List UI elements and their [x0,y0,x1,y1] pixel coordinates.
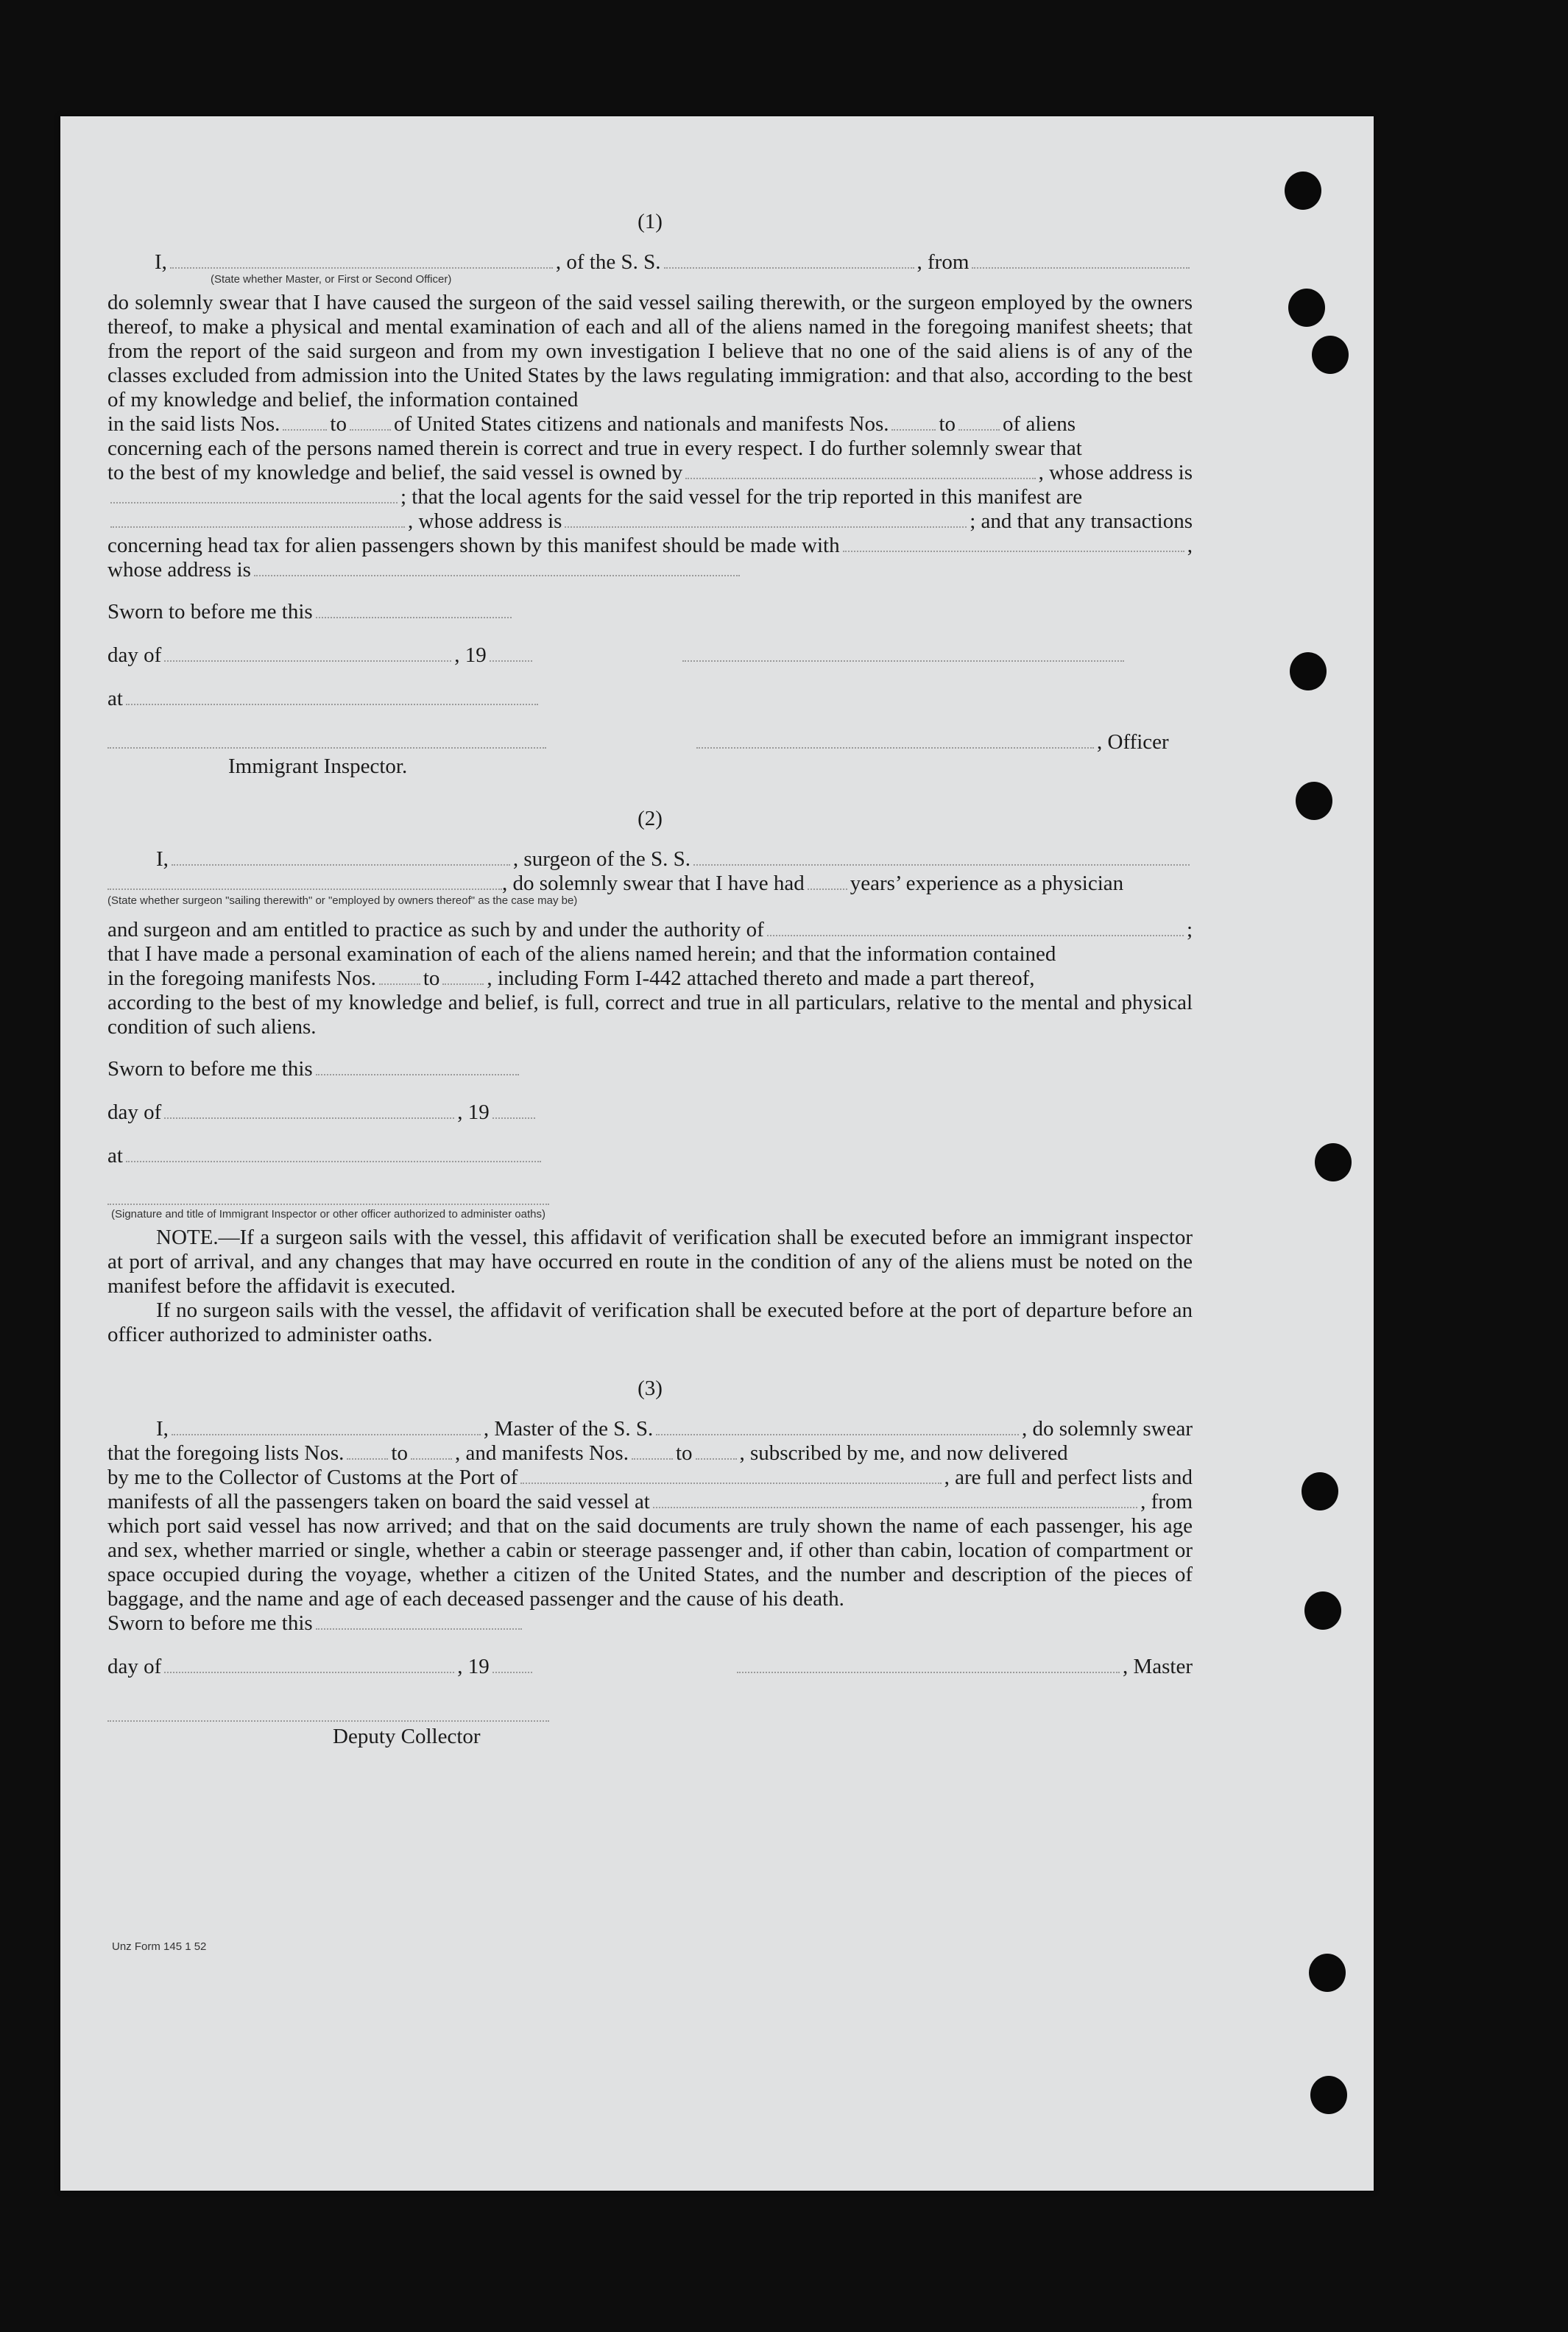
sworn-blank[interactable] [316,1612,522,1630]
list-from-blank[interactable] [283,413,327,431]
owner-blank[interactable] [685,462,1035,479]
name-blank[interactable] [170,251,553,269]
text: to [939,412,956,436]
text: , including Form I-442 attached thereto and made a part thereof, [487,967,1035,990]
master-name-blank[interactable] [172,1418,481,1435]
manifest-to-blank[interactable] [958,413,1000,431]
oath-text: which port said vessel has now arrived; and that on the said documents are truly shown the name of each passenger, his age and sex, whether married or single, whether a cabin or steerage passenger and, if other than cabin, location of compartment or space occupied during the voyage, whether a citizen of the United States, and the number and description of the pieces of baggage, and the name and age of each deceased passenger and the cause of his death. [107,1514,1193,1611]
text: in the foregoing manifests Nos. [107,967,376,990]
punch-hole [1302,1472,1338,1510]
text: in the said lists Nos. [107,412,280,436]
text: of aliens [1003,412,1076,436]
text: , do solemnly swear that I have had [502,872,805,895]
text: day of [107,643,162,667]
note-text: NOTE.—If a surgeon sails with the vessel, this affidavit of verification shall be executed before an immigrant inspector at port of arrival, and any changes that may have occurred en route in the condition of any of the aliens must be noted on the manifest before the affidavit is executed. [107,1226,1193,1298]
surgeon-type-blank[interactable] [107,872,502,890]
section-number: (2) [638,807,663,830]
text: , are full and perfect lists and [944,1466,1193,1489]
punch-hole [1290,652,1327,690]
text: , and manifests Nos. [454,1441,629,1465]
year-blank[interactable] [492,1656,532,1673]
text: to [675,1441,693,1465]
text: manifests of all the passengers taken on board the said vessel at [107,1490,650,1513]
text: by me to the Collector of Customs at the Port of [107,1466,518,1489]
text: I, [156,1417,169,1441]
vessel-blank[interactable] [693,848,1190,866]
text: and surgeon and am entitled to practice as such by and under the authority of [107,918,764,941]
text: ; [1186,918,1193,941]
inspector-label: Immigrant Inspector. [228,755,408,778]
punch-hole [1309,1954,1346,1992]
text: day of [107,1655,162,1678]
year-blank[interactable] [492,1101,535,1119]
inspector-signature-blank[interactable] [107,731,546,749]
section-number: (1) [638,210,663,233]
oath-text: that I have made a personal examination of each of the aliens named herein; and that the information contained [107,942,1056,966]
list-to-blank[interactable] [411,1442,452,1460]
agents-address-blank[interactable] [565,510,967,528]
text: , whose address is [408,509,562,533]
manifest-to-blank[interactable] [442,967,484,985]
text: , 19 [454,643,487,667]
text: at [107,687,123,710]
owner-address-blank[interactable] [110,486,398,504]
punch-hole [1296,782,1332,820]
headtax-address-blank[interactable] [254,559,740,576]
text: day of [107,1100,162,1124]
punch-hole [1315,1143,1352,1181]
master-signature-blank[interactable] [737,1656,1120,1673]
sworn-blank[interactable] [316,601,512,618]
text: at [107,1144,123,1167]
punch-hole [1304,1591,1341,1630]
text: , subscribed by me, and now delivered [739,1441,1068,1465]
deputy-label: Deputy Collector [333,1725,481,1748]
manifest-from-blank[interactable] [379,967,420,985]
note-text: If no surgeon sails with the vessel, the affidavit of verification shall be executed before at the port of departure before an officer authorized to administer oaths. [107,1298,1193,1346]
punch-hole [1285,172,1321,210]
section-2 [107,807,1193,1347]
sworn-blank[interactable] [316,1058,519,1075]
text: ; and that any transactions [970,509,1193,533]
officer-signature-blank[interactable] [682,644,1124,662]
day-blank[interactable] [164,1101,454,1119]
form-number: Unz Form 145 1 52 [112,1940,207,1953]
punch-hole [1310,2076,1347,2114]
text: of United States citizens and nationals and manifests Nos. [393,412,889,436]
departure-port-blank[interactable] [653,1491,1137,1508]
deputy-signature-blank[interactable] [107,1704,549,1722]
manifest-to-blank[interactable] [696,1442,737,1460]
text: to the best of my knowledge and belief, the said vessel is owned by [107,461,683,484]
text: , from [917,250,970,274]
section-number: (3) [638,1377,663,1400]
text: I, [156,847,169,871]
vessel-blank[interactable] [664,251,914,269]
text: I, [155,250,167,274]
surgeon-name-blank[interactable] [172,848,510,866]
text: to [423,967,440,990]
text: , Master of the S. S. [483,1417,654,1441]
punch-hole [1288,289,1325,327]
text: years’ experience as a physician [850,872,1124,895]
year-blank[interactable] [490,644,532,662]
oath-text: concerning each of the persons named therein is correct and true in every respect. I do further solemnly swear that [107,437,1082,460]
oath-text: according to the best of my knowledge and belief, is full, correct and true in all particulars, relative to the mental and physical condition of such aliens. [107,991,1193,1039]
text: , of the S. S. [555,250,661,274]
text: to [330,412,347,436]
text: , from [1140,1490,1193,1513]
text: , whose address is [1038,461,1193,484]
section-1 [107,210,1193,779]
at-blank[interactable] [126,1145,541,1162]
punch-hole [1312,336,1349,374]
surgeon-note: (State whether surgeon "sailing therewith" or "employed by owners thereof" as the case may be) [107,894,578,907]
text: , Officer [1097,730,1169,754]
text: , do solemnly swear [1022,1417,1193,1441]
master-note: (State whether Master, or First or Second Officer) [211,273,452,286]
text: ; that the local agents for the said vessel for the trip reported in this manifest are [400,485,1083,509]
manifest-from-blank[interactable] [891,413,936,431]
text: , [1187,534,1193,557]
affidavit-form [107,210,1193,1749]
from-blank[interactable] [972,251,1190,269]
headtax-blank[interactable] [843,534,1184,552]
text: concerning head tax for alien passengers shown by this manifest should be made with [107,534,840,557]
text: whose address is [107,558,251,582]
text: , surgeon of the S. S. [512,847,691,871]
inspector-signature-blank[interactable] [107,1187,549,1205]
list-to-blank[interactable] [350,413,391,431]
text: , 19 [457,1100,490,1124]
text: to [391,1441,408,1465]
text: Sworn to before me this [107,600,313,623]
day-blank[interactable] [164,644,451,662]
agents-blank[interactable] [110,510,405,528]
text: Sworn to before me this [107,1611,313,1635]
section-3 [107,1377,1193,1749]
officer-blank[interactable] [696,731,1094,749]
text: , Master [1122,1655,1193,1678]
day-blank[interactable] [164,1656,454,1673]
text: that the foregoing lists Nos. [107,1441,345,1465]
signature-note: (Signature and title of Immigrant Inspector or other officer authorized to administer oaths) [110,1208,546,1220]
vessel-blank[interactable] [656,1418,1019,1435]
port-blank[interactable] [520,1466,941,1484]
manifest-from-blank[interactable] [632,1442,673,1460]
authority-blank[interactable] [767,919,1184,936]
list-from-blank[interactable] [347,1442,388,1460]
years-blank[interactable] [808,872,847,890]
at-blank[interactable] [126,688,538,705]
text: Sworn to before me this [107,1057,313,1081]
oath-text: do solemnly swear that I have caused the surgeon of the said vessel sailing therewith, or the surgeon employed by the owners thereof, to make a physical and mental examination of each and all of the aliens named in the foregoing manifest sheets; that from the report of the said surgeon and from my own investigation I believe that no one of the said aliens is of any of the classes excluded from admission into the United States by the laws regulating immigration: and that also, according to the best of my knowledge and belief, the information contained [107,291,1193,411]
text: , 19 [457,1655,490,1678]
